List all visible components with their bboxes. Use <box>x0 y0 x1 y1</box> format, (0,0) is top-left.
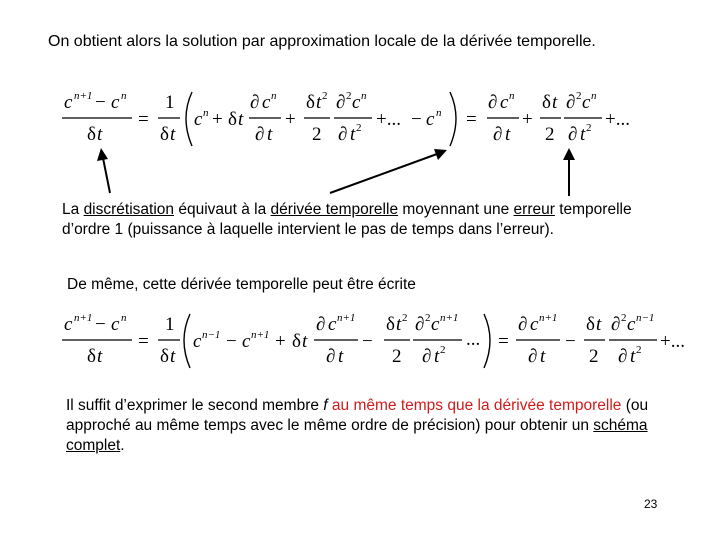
svg-text:δ: δ <box>292 331 301 352</box>
svg-text:...: ... <box>466 329 481 350</box>
svg-text:2: 2 <box>589 346 599 367</box>
svg-text:c: c <box>431 314 440 335</box>
svg-text:−: − <box>565 331 576 352</box>
svg-text:2: 2 <box>586 122 592 134</box>
svg-text:+: + <box>522 109 533 130</box>
svg-text:t: t <box>396 314 402 335</box>
svg-text:t: t <box>97 124 103 145</box>
underlined-term-erreur: erreur <box>513 201 555 218</box>
svg-text:2: 2 <box>322 90 328 102</box>
svg-text:t: t <box>350 124 356 145</box>
svg-text:−: − <box>95 314 106 335</box>
svg-text:δ: δ <box>160 124 169 145</box>
svg-text:δ: δ <box>386 314 395 335</box>
svg-text:2: 2 <box>621 312 627 324</box>
text-span: moyennant une <box>398 201 514 218</box>
svg-text:−: − <box>411 109 422 130</box>
svg-text:∂: ∂ <box>336 92 346 113</box>
svg-text:∂: ∂ <box>338 124 348 145</box>
svg-text:n: n <box>591 90 597 102</box>
svg-text:c: c <box>193 331 202 352</box>
svg-text:c: c <box>500 92 509 113</box>
svg-text:∂: ∂ <box>518 314 528 335</box>
svg-text:n: n <box>271 90 277 102</box>
slide-heading: On obtient alors la solution par approximation locale de la dérivée temporelle. <box>48 33 596 50</box>
svg-text:t: t <box>316 92 322 113</box>
svg-text:∂: ∂ <box>566 92 576 113</box>
svg-text:n−1: n−1 <box>202 329 221 341</box>
svg-text:t: t <box>580 124 586 145</box>
svg-text:n: n <box>121 90 127 102</box>
svg-text:2: 2 <box>402 312 408 324</box>
svg-text:c: c <box>194 109 203 130</box>
svg-text:−: − <box>226 331 237 352</box>
svg-text:=: = <box>138 109 149 130</box>
svg-text:c: c <box>426 109 435 130</box>
svg-text:n+1: n+1 <box>539 312 558 324</box>
svg-text:∂: ∂ <box>568 124 578 145</box>
svg-text:t: t <box>630 346 636 367</box>
svg-text:=: = <box>466 109 477 130</box>
underlined-term-derivee: dérivée temporelle <box>270 201 399 218</box>
text-span: (ou approché au même temps avec le même ordre de précision) pour obtenir un <box>66 397 649 434</box>
svg-text:c: c <box>328 314 337 335</box>
svg-text:+...: +... <box>376 109 401 130</box>
text-span: La <box>62 201 84 218</box>
svg-text:2: 2 <box>636 344 642 356</box>
svg-text:c: c <box>352 92 361 113</box>
page-number: 23 <box>644 497 658 511</box>
svg-text:+...: +... <box>660 331 685 352</box>
svg-text:=: = <box>498 331 509 352</box>
svg-text:∂: ∂ <box>611 314 621 335</box>
italic-symbol-f: f <box>323 397 328 414</box>
svg-text:t: t <box>170 346 176 367</box>
svg-text:+: + <box>285 109 296 130</box>
svg-text:t: t <box>170 124 176 145</box>
svg-text:n+1: n+1 <box>74 90 93 102</box>
svg-text:c: c <box>64 92 73 113</box>
equation-2 <box>62 312 685 368</box>
svg-text:2: 2 <box>356 122 362 134</box>
svg-text:t: t <box>505 124 511 145</box>
svg-text:∂: ∂ <box>415 314 425 335</box>
svg-text:∂: ∂ <box>326 346 336 367</box>
svg-text:c: c <box>111 314 120 335</box>
text-span: Il suffit d’exprimer le second membre <box>66 397 324 414</box>
svg-text:t: t <box>552 92 558 113</box>
underlined-term-discretisation: discrétisation <box>83 201 175 218</box>
svg-text:2: 2 <box>545 124 555 145</box>
svg-text:t: t <box>267 124 273 145</box>
svg-text:c: c <box>627 314 636 335</box>
svg-text:=: = <box>138 331 149 352</box>
svg-text:c: c <box>582 92 591 113</box>
svg-text:n: n <box>436 107 442 119</box>
equation-1 <box>62 90 630 146</box>
text-span: temporelle d’ordre 1 (puissance à laquelle intervient le pas de temps dans l’erreur). <box>62 201 632 238</box>
svg-text:n+1: n+1 <box>337 312 356 324</box>
explanation-paragraph <box>62 200 662 240</box>
svg-text:2: 2 <box>440 344 446 356</box>
svg-text:∂: ∂ <box>316 314 326 335</box>
svg-text:c: c <box>262 92 271 113</box>
svg-text:δ: δ <box>87 346 96 367</box>
svg-text:n+1: n+1 <box>440 312 459 324</box>
svg-text:2: 2 <box>312 124 322 145</box>
svg-text:n: n <box>509 90 515 102</box>
svg-text:c: c <box>64 314 73 335</box>
svg-text:n+1: n+1 <box>251 329 270 341</box>
underlined-term-schema: schéma complet <box>66 417 648 454</box>
svg-text:−: − <box>362 331 373 352</box>
svg-text:t: t <box>434 346 440 367</box>
svg-text:c: c <box>242 331 251 352</box>
svg-text:∂: ∂ <box>255 124 265 145</box>
svg-text:δ: δ <box>160 346 169 367</box>
svg-text:+...: +... <box>605 109 630 130</box>
svg-text:∂: ∂ <box>618 346 628 367</box>
svg-text:+: + <box>212 109 223 130</box>
svg-text:δ: δ <box>306 92 315 113</box>
svg-text:t: t <box>302 331 308 352</box>
svg-text:t: t <box>238 109 244 130</box>
svg-text:δ: δ <box>228 109 237 130</box>
text-span: . <box>120 437 125 454</box>
svg-text:n+1: n+1 <box>74 312 93 324</box>
svg-text:2: 2 <box>576 90 582 102</box>
svg-text:c: c <box>530 314 539 335</box>
conclusion-paragraph <box>66 396 686 456</box>
svg-text:−: − <box>95 92 106 113</box>
svg-text:c: c <box>111 92 120 113</box>
annotation-arrows <box>97 148 575 196</box>
svg-text:+: + <box>275 331 286 352</box>
svg-text:2: 2 <box>392 346 402 367</box>
transition-paragraph: De même, cette dérivée temporelle peut être écrite <box>67 276 416 293</box>
svg-text:δ: δ <box>586 314 595 335</box>
svg-text:∂: ∂ <box>250 92 260 113</box>
svg-text:∂: ∂ <box>493 124 503 145</box>
svg-text:∂: ∂ <box>528 346 538 367</box>
svg-text:2: 2 <box>346 90 352 102</box>
svg-text:n: n <box>361 90 367 102</box>
svg-text:1: 1 <box>165 92 175 113</box>
svg-text:n: n <box>203 107 209 119</box>
svg-text:δ: δ <box>542 92 551 113</box>
svg-text:t: t <box>97 346 103 367</box>
text-span: équivaut à la <box>174 201 271 218</box>
svg-text:1: 1 <box>165 314 175 335</box>
svg-text:2: 2 <box>425 312 431 324</box>
svg-text:∂: ∂ <box>488 92 498 113</box>
highlighted-text: au même temps que la dérivée temporelle <box>327 397 622 414</box>
svg-text:t: t <box>596 314 602 335</box>
svg-text:∂: ∂ <box>422 346 432 367</box>
svg-text:n: n <box>121 312 127 324</box>
svg-text:n−1: n−1 <box>636 312 655 324</box>
svg-text:δ: δ <box>87 124 96 145</box>
svg-text:t: t <box>338 346 344 367</box>
svg-text:t: t <box>540 346 546 367</box>
